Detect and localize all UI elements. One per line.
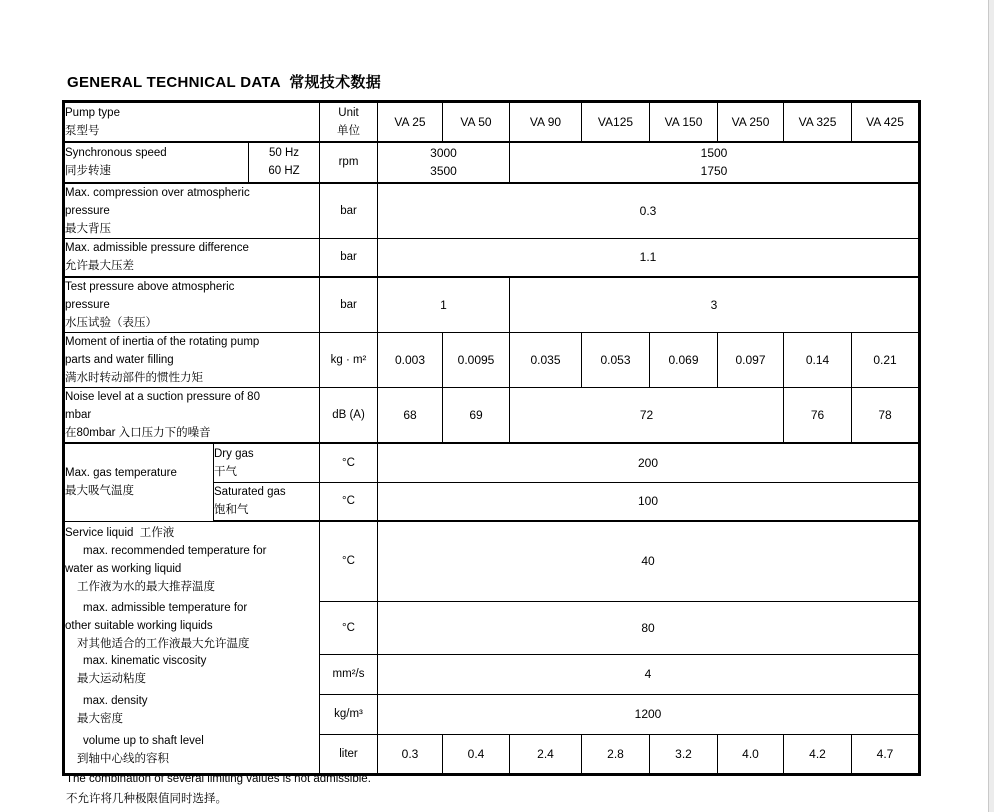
cell-line: 3.2 bbox=[675, 746, 692, 761]
page-edge-strip bbox=[988, 0, 994, 812]
service-water-unit bbox=[320, 521, 378, 601]
col-header-va50 bbox=[443, 102, 510, 142]
page-title: GENERAL TECHNICAL DATA 常规技术数据 bbox=[67, 74, 382, 91]
test-pressure-row bbox=[64, 277, 920, 333]
cell-line: 满水时转动部件的惯性力矩 bbox=[65, 372, 203, 384]
sat-gas-sub-label bbox=[214, 482, 320, 521]
cell-line: 2.4 bbox=[537, 746, 554, 761]
pressure-diff-label bbox=[64, 238, 320, 277]
cell-line: °C bbox=[342, 555, 355, 568]
cell-line: bar bbox=[340, 299, 357, 311]
inertia-value-8 bbox=[784, 333, 852, 388]
service-other-unit bbox=[320, 601, 378, 654]
cell-line: liter bbox=[339, 747, 358, 760]
service-volume-value-7 bbox=[784, 734, 852, 774]
cell-line: 0.003 bbox=[394, 353, 426, 367]
noise-value-3 bbox=[443, 388, 510, 444]
noise-label bbox=[64, 388, 320, 444]
footnote-en: The combination of several limiting values is not admissible. bbox=[66, 773, 371, 785]
pressure-diff-value-2 bbox=[378, 238, 920, 277]
service-volume-value-2 bbox=[443, 734, 510, 774]
cell-line: pressure bbox=[65, 299, 110, 311]
cell-line: 水压试验（表压） bbox=[65, 317, 157, 329]
cell-line: parts and water filling bbox=[65, 354, 174, 366]
cell-line: 3 bbox=[710, 298, 718, 312]
cell-line: bar bbox=[340, 251, 357, 264]
cell-line: 50 Hz bbox=[268, 147, 300, 159]
col-header-va90 bbox=[510, 102, 582, 142]
col-header-va150 bbox=[650, 102, 718, 142]
cell-line: 1.1 bbox=[639, 250, 657, 265]
cell-line: Saturated gas bbox=[214, 486, 286, 499]
cell-line: 0.035 bbox=[530, 353, 561, 367]
cell-line: 4.2 bbox=[809, 746, 826, 761]
inertia-value-5 bbox=[582, 333, 650, 388]
cell-line: Dry gas bbox=[214, 447, 254, 460]
label-line: max. recommended temperature for bbox=[83, 545, 267, 558]
label-line: max. density bbox=[83, 695, 148, 708]
cell-line: 40 bbox=[641, 554, 655, 569]
footnote bbox=[66, 769, 371, 809]
col-header-va250 bbox=[718, 102, 784, 142]
cell-line: VA 90 bbox=[529, 114, 562, 129]
service-viscosity-value-1 bbox=[378, 654, 920, 694]
cell-line: VA 325 bbox=[798, 114, 837, 129]
service-volume-value-6 bbox=[718, 734, 784, 774]
service-viscosity-unit bbox=[320, 654, 378, 694]
col-header-va25 bbox=[378, 102, 443, 142]
cell-line: 单位 bbox=[337, 124, 360, 137]
cell-line: VA 250 bbox=[731, 114, 770, 129]
max-gas-temperature-label bbox=[64, 443, 214, 521]
cell-line: 1500 bbox=[700, 146, 728, 160]
col-header-va125 bbox=[582, 102, 650, 142]
service-liquid-block bbox=[65, 652, 319, 692]
cell-line: 4.7 bbox=[876, 746, 894, 761]
noise-value-5 bbox=[784, 388, 852, 444]
service-liquid-cell bbox=[64, 521, 320, 774]
cell-line: 允许最大压差 bbox=[65, 260, 134, 273]
service-water-value-2 bbox=[378, 521, 920, 601]
cell-line: dB (A) bbox=[332, 409, 365, 421]
cell-line: Test pressure above atmospheric bbox=[65, 281, 235, 293]
cell-line: 60 HZ bbox=[268, 165, 300, 177]
pressure-diff-row bbox=[64, 238, 920, 277]
cell-line: 80 bbox=[641, 620, 655, 635]
cell-line: 4 bbox=[644, 667, 652, 681]
cell-line: Pump type bbox=[65, 106, 120, 119]
cell-line: 0.3 bbox=[639, 203, 657, 218]
inertia-value-2 bbox=[378, 333, 443, 388]
cell-line: Unit bbox=[338, 106, 359, 119]
service-liquid-block bbox=[65, 524, 319, 599]
dry-gas-unit bbox=[320, 443, 378, 482]
cell-line: 同步转速 bbox=[65, 165, 111, 177]
noise-value-2 bbox=[378, 388, 443, 444]
cell-line: Synchronous speed bbox=[65, 147, 167, 159]
cell-line: 200 bbox=[637, 455, 659, 470]
service-liquid-block bbox=[65, 599, 319, 652]
cell-line: Moment of inertia of the rotating pump bbox=[65, 336, 260, 348]
cell-line: 在80mbar 入口压力下的噪音 bbox=[65, 427, 211, 439]
max-compression-label bbox=[64, 183, 320, 239]
unit-header bbox=[320, 102, 378, 142]
cell-line: VA 50 bbox=[460, 114, 492, 129]
noise-value-6 bbox=[852, 388, 920, 444]
sync-speed-label bbox=[64, 142, 249, 183]
cell-line: kg/m³ bbox=[334, 708, 363, 720]
label-line: 最大密度 bbox=[77, 713, 123, 726]
sat-gas-unit bbox=[320, 482, 378, 521]
service-volume-unit bbox=[320, 734, 378, 774]
cell-line: kg · m² bbox=[330, 354, 367, 366]
label-line: other suitable working liquids bbox=[65, 620, 213, 633]
cell-line: °C bbox=[342, 621, 355, 634]
sync-speed-row bbox=[64, 142, 920, 183]
cell-line: 0.097 bbox=[735, 353, 766, 367]
label-line: 对其他适合的工作液最大允许温度 bbox=[77, 638, 250, 651]
col-header-va425 bbox=[852, 102, 920, 142]
cell-line: mbar bbox=[65, 409, 92, 421]
dry-gas-value-3 bbox=[378, 443, 920, 482]
label-line: max. kinematic viscosity bbox=[83, 655, 207, 668]
cell-line: 0.14 bbox=[805, 353, 830, 367]
cell-line: pressure bbox=[65, 204, 110, 217]
test-pressure-unit bbox=[320, 277, 378, 333]
cell-line: 最大吸气温度 bbox=[65, 485, 134, 498]
label-line: water as working liquid bbox=[65, 563, 182, 576]
noise-unit bbox=[320, 388, 378, 444]
max-compression-value-2 bbox=[378, 183, 920, 239]
max-compression-row bbox=[64, 183, 920, 239]
technical-data-table-wrap bbox=[62, 100, 921, 776]
cell-line: 1200 bbox=[634, 707, 662, 721]
inertia-label bbox=[64, 333, 320, 388]
cell-line: 4.0 bbox=[742, 746, 759, 761]
cell-line: VA 25 bbox=[394, 114, 426, 129]
label-line: 最大运动粘度 bbox=[77, 673, 146, 686]
test-pressure-label bbox=[64, 277, 320, 333]
cell-line: 0.069 bbox=[668, 353, 699, 367]
cell-line: 0.053 bbox=[600, 353, 631, 367]
cell-line: 泵型号 bbox=[65, 124, 100, 137]
noise-value-4 bbox=[510, 388, 784, 444]
service-liquid-block bbox=[65, 732, 319, 770]
service-density-value-1 bbox=[378, 694, 920, 734]
service-volume-value-4 bbox=[582, 734, 650, 774]
label-line: Service liquid 工作液 bbox=[65, 527, 175, 540]
test-pressure-value-3 bbox=[510, 277, 920, 333]
technical-data-table bbox=[62, 100, 921, 776]
inertia-value-7 bbox=[718, 333, 784, 388]
cell-line: mm²/s bbox=[332, 668, 365, 680]
service-water-row bbox=[64, 521, 920, 601]
cell-line: rpm bbox=[338, 156, 359, 168]
pump-type-header bbox=[64, 102, 320, 142]
inertia-value-9 bbox=[852, 333, 920, 388]
cell-line: VA125 bbox=[597, 114, 634, 129]
inertia-value-3 bbox=[443, 333, 510, 388]
dry-gas-sub-label bbox=[214, 443, 320, 482]
cell-line: 0.4 bbox=[467, 746, 485, 761]
cell-line: °C bbox=[342, 456, 355, 469]
cell-line: VA 425 bbox=[866, 114, 904, 129]
service-density-unit bbox=[320, 694, 378, 734]
sync-speed-value-3 bbox=[378, 142, 510, 183]
label-line: max. admissible temperature for bbox=[83, 602, 248, 615]
sat-gas-value-2 bbox=[378, 482, 920, 521]
cell-line: 1 bbox=[440, 298, 447, 312]
label-line: volume up to shaft level bbox=[83, 735, 204, 748]
cell-line: bar bbox=[340, 204, 357, 217]
cell-line: 72 bbox=[639, 408, 654, 422]
service-volume-value-3 bbox=[510, 734, 582, 774]
cell-line: °C bbox=[342, 495, 355, 508]
frequency-cell bbox=[249, 142, 320, 183]
dry-gas-row bbox=[64, 443, 920, 482]
label-line: 工作液为水的最大推荐温度 bbox=[77, 581, 215, 594]
inertia-row bbox=[64, 333, 920, 388]
cell-line: 0.0095 bbox=[457, 353, 495, 367]
inertia-value-4 bbox=[510, 333, 582, 388]
cell-line: 饱和气 bbox=[214, 504, 249, 517]
cell-line: Max. admissible pressure difference bbox=[65, 242, 249, 255]
col-header-va325 bbox=[784, 102, 852, 142]
cell-line: 76 bbox=[810, 408, 825, 422]
service-volume-value-8 bbox=[852, 734, 920, 774]
cell-line: 3000 bbox=[430, 146, 457, 160]
label-line: 到轴中心线的容积 bbox=[77, 753, 169, 766]
sync-speed-unit bbox=[320, 142, 378, 183]
cell-line: 3500 bbox=[430, 164, 457, 178]
inertia-unit bbox=[320, 333, 378, 388]
cell-line: 干气 bbox=[214, 465, 237, 478]
max-compression-unit bbox=[320, 183, 378, 239]
service-volume-value-1 bbox=[378, 734, 443, 774]
cell-line: 0.21 bbox=[873, 353, 897, 367]
cell-line: Max. gas temperature bbox=[65, 467, 177, 480]
footnote-zh: 不允许将几种极限值同时选择。 bbox=[66, 793, 227, 805]
service-liquid-block bbox=[65, 692, 319, 732]
inertia-value-6 bbox=[650, 333, 718, 388]
cell-line: 1750 bbox=[700, 164, 728, 178]
cell-line: Max. compression over atmospheric bbox=[65, 186, 250, 199]
cell-line: 68 bbox=[403, 408, 417, 422]
header-row bbox=[64, 102, 920, 142]
cell-line: 0.3 bbox=[401, 746, 419, 761]
cell-line: VA 150 bbox=[664, 114, 703, 129]
cell-line: 78 bbox=[878, 408, 892, 422]
cell-line: Noise level at a suction pressure of 80 bbox=[65, 391, 260, 403]
sync-speed-value-4 bbox=[510, 142, 920, 183]
cell-line: 最大背压 bbox=[65, 222, 111, 235]
service-other-value-1 bbox=[378, 601, 920, 654]
service-volume-value-5 bbox=[650, 734, 718, 774]
pressure-diff-unit bbox=[320, 238, 378, 277]
noise-row bbox=[64, 388, 920, 444]
cell-line: 69 bbox=[469, 408, 483, 422]
cell-line: 2.8 bbox=[607, 746, 624, 761]
test-pressure-value-2 bbox=[378, 277, 510, 333]
cell-line: 100 bbox=[637, 494, 659, 509]
